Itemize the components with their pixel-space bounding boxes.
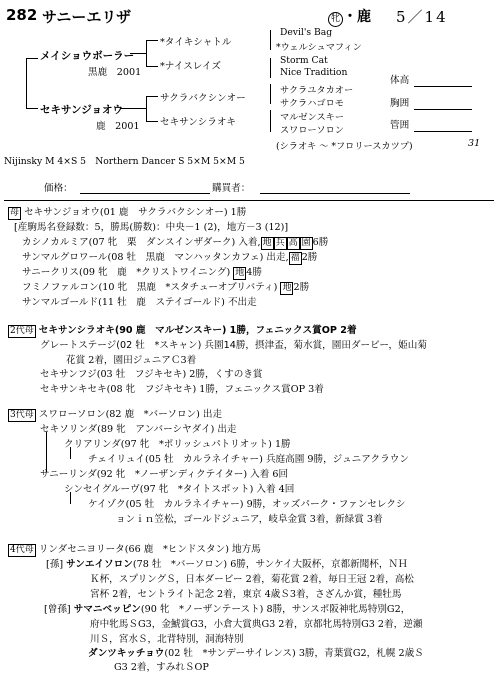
gen3-line: サニーリンダ(92 牝 *ノーザンディクテイター) 入着 6回 — [40, 469, 289, 480]
gen2-line: セキサンキセキ(08 牝 フジキセキ) 1勝，フェニックス賞OP 3着 — [40, 384, 324, 395]
section-label: 4代母 — [10, 545, 34, 555]
tree-line — [70, 492, 71, 504]
sd-parent-1: Storm Cat — [280, 55, 328, 66]
gen4-title — [8, 541, 261, 557]
gen2-line: セキサンフジ(03 牡 フジキセキ) 2勝，くすのき賞 — [40, 369, 263, 380]
gen4-text: (78 牡 *バーソロン) 6勝，サンケイ大阪杯，京都新聞杯，ＮＨ — [132, 559, 408, 570]
bracket-line — [146, 96, 147, 121]
bracket-line — [270, 58, 271, 78]
dd-parent-1: マルゼンスキー — [280, 112, 345, 123]
gen2-line: グレートステージ(02 牡 *スキャン) 兵園14勝，摂津盃，菊水賞，園田ダービー，姫山菊 — [40, 340, 427, 351]
wins: 2勝 — [293, 282, 310, 293]
gen3-line: チェイリュイ(05 牡 カルラネイチャー) 兵庭高園 9勝，ジュニアクラウン — [88, 454, 409, 465]
bracket-line — [270, 84, 271, 104]
gen4-line — [88, 645, 424, 659]
dam-line — [22, 279, 309, 295]
horse: サンエイソロン — [66, 559, 133, 570]
cannon-label: 管囲 — [390, 120, 410, 131]
bracket-line — [270, 30, 271, 50]
race-mark: 高 — [288, 238, 298, 248]
dam-name: セキサンジョオウ — [40, 104, 124, 116]
relation: [曾孫] — [44, 604, 71, 615]
birth-date: 5／14 — [396, 8, 448, 26]
dam-sire: サクラバクシンオー — [160, 93, 246, 104]
height-field[interactable] — [414, 86, 472, 87]
race-mark: 地 — [282, 283, 292, 293]
dam-line-text: サニークリス(09 牝 鹿 *クリストワイニング) — [22, 267, 234, 278]
dam-line — [22, 264, 262, 280]
wins: 2勝 — [301, 252, 318, 263]
price-label: 価格： — [44, 183, 73, 194]
buyer-label: 購買者： — [212, 183, 251, 194]
sex-badge: 牝 — [328, 12, 343, 27]
dam-line: サンマルゴールド(11 牡 鹿 ステイゴールド) 不出走 — [22, 297, 257, 308]
bracket-line — [26, 108, 38, 109]
horse-name: サニーエリザ — [42, 8, 132, 26]
section-label: 2代母 — [10, 326, 34, 336]
ds-parent-1: サクラユタカオー — [280, 85, 354, 96]
wins: 6勝 — [312, 237, 329, 248]
tree-line — [46, 432, 47, 472]
section-label: 3代母 — [10, 410, 34, 420]
dam-line — [22, 234, 328, 250]
dam-dam: セキサンシラオキ — [160, 117, 237, 128]
horse: ダンツキッチョウ — [88, 648, 165, 659]
bracket-line — [146, 121, 158, 122]
race-mark: 福 — [290, 253, 300, 263]
horse: サマニベッピン — [73, 604, 141, 615]
race-mark: 地 — [262, 238, 272, 248]
gen4-text: (02 牡 *サンデーサイレンス) 3勝，青葉賞G2，札幌 2歳Ｓ — [164, 648, 424, 659]
buyer-field[interactable] — [260, 193, 410, 194]
dam-section-title — [8, 204, 246, 220]
dam-line-text: サンマルグロワール(08 牡 黒鹿 マンハッタンカフェ) 出走, — [22, 252, 289, 263]
bracket-line — [270, 110, 271, 132]
bracket-line — [146, 40, 147, 66]
gen2-title-text: セキサンシラオキ(90 鹿 マルゼンスキー) 1勝，フェニックス賞OP 2着 — [38, 325, 357, 336]
bracket-line — [146, 96, 158, 97]
bracket-line — [146, 66, 158, 67]
tree-line — [70, 447, 71, 459]
gen3-title-text: スワローソロン(82 鹿 *バーソロン) 出走 — [38, 409, 223, 420]
inbreeding: Nijinsky M 4×S 5 Northern Dancer S 5×M 5×M 5 — [4, 156, 245, 167]
gen4-line — [46, 556, 408, 570]
ds-parent-2: サクラハゴロモ — [280, 98, 344, 109]
gen3-line: ョンｉｎ笠松，ゴールドジュニア，岐阜金賞 3着，新緑賞 3着 — [116, 514, 383, 525]
wins: 4勝 — [246, 267, 262, 278]
gen4-line: 府中牝馬ＳG3，金鯱賞G3，小倉大賞典G3 2着，京都牝馬特別G3 2着，逆瀬 — [90, 619, 423, 630]
gen3-line: ケイゾク(05 牡 カルラネイチャー) 9勝，オッズパーク・ファンセレクシ — [88, 499, 406, 510]
gen4-line: 川Ｓ，宮水Ｓ，北背特別，洞海特別 — [90, 634, 244, 645]
dam-line-text: カシノカルミア(07 牝 栗 ダンスインザダーク) 入着, — [22, 237, 261, 248]
race-mark: 兵 — [275, 238, 285, 248]
gen2-title — [8, 322, 357, 338]
girth-label: 胸囲 — [390, 98, 410, 109]
gen3-line: クリアリンダ(97 牝 *ポリッシュパトリオット) 1勝 — [64, 439, 291, 450]
gen3-line: セキソリンダ(89 牝 アンバーシヤダイ) 出走 — [40, 424, 237, 435]
bracket-line — [130, 53, 146, 54]
family-number: 31 — [468, 138, 481, 149]
price-field[interactable] — [80, 193, 210, 194]
coat: ・鹿 — [343, 9, 371, 25]
cannon-field[interactable] — [414, 131, 472, 132]
sire-name: メイショウボーラー — [40, 50, 135, 62]
sire-coat-year: 黒鹿 2001 — [88, 67, 142, 78]
ss-parent-1: Devil's Bag — [280, 27, 333, 38]
gen4-text: (90 牝 *ノーザンテースト) 8勝，サンスポ阪神牝馬特別G2， — [140, 604, 411, 615]
dam-line: [産駒馬名登録数：5，勝馬(勝数)：中央－1 (2)，地方－3 (12)] — [14, 222, 289, 233]
sd-parent-2: Nice Tradition — [280, 67, 348, 78]
sire-dam: *ナイスレイズ — [160, 61, 222, 72]
gen2-line: 花賞 2着，園田ジュニアＣ3着 — [66, 355, 197, 366]
height-label: 体高 — [390, 75, 410, 86]
bracket-line — [120, 108, 146, 109]
gen4-title-text: リンダセニヨリータ(66 鹿 *ヒンドスタン) 地方馬 — [38, 544, 261, 555]
race-mark: 地 — [235, 268, 245, 278]
pedigree-note: (シラオキ ～ *フロリースカツプ) — [276, 141, 413, 152]
gen4-line: Ｋ杯，スプリングＳ，日本ダービー 2着，菊花賞 2着，毎日王冠 2着，高松 — [90, 574, 414, 585]
gen3-line: シンセイグルーヴ(97 牝 *タイトスポット) 入着 4回 — [64, 484, 295, 495]
gen4-line: 宮杯 2着，セントライト記念 2着，東京 4歳Ｓ3着，さざんか賞，種牡馬 — [90, 589, 402, 600]
gen4-line — [44, 601, 410, 615]
bracket-line — [146, 40, 158, 41]
race-mark: 園 — [301, 238, 311, 248]
dam-line-text: フミノファルコン(10 牝 黒鹿 *スタチューオブリバティ) — [22, 282, 281, 293]
gen3-title — [8, 406, 222, 422]
lot-number: 282 — [6, 6, 38, 24]
dam-title: セキサンジョオウ(01 鹿 サクラバクシンオー) 1勝 — [24, 207, 247, 218]
dam-line — [22, 249, 317, 265]
sire-sire: *タイキシャトル — [160, 37, 232, 48]
bracket-line — [26, 58, 38, 59]
section-label: 母 — [10, 208, 20, 218]
girth-field[interactable] — [414, 109, 472, 110]
sex-coat — [328, 6, 371, 27]
dam-coat-year: 鹿 2001 — [96, 121, 140, 132]
ss-parent-2: *ウェルシュマフィン — [276, 42, 362, 53]
bracket-line — [26, 58, 27, 108]
gen4-line: G3 2着，すみれＳOP — [114, 662, 209, 673]
dd-parent-2: スワローソロン — [280, 125, 344, 136]
relation: [孫] — [46, 559, 64, 570]
divider — [4, 200, 494, 201]
